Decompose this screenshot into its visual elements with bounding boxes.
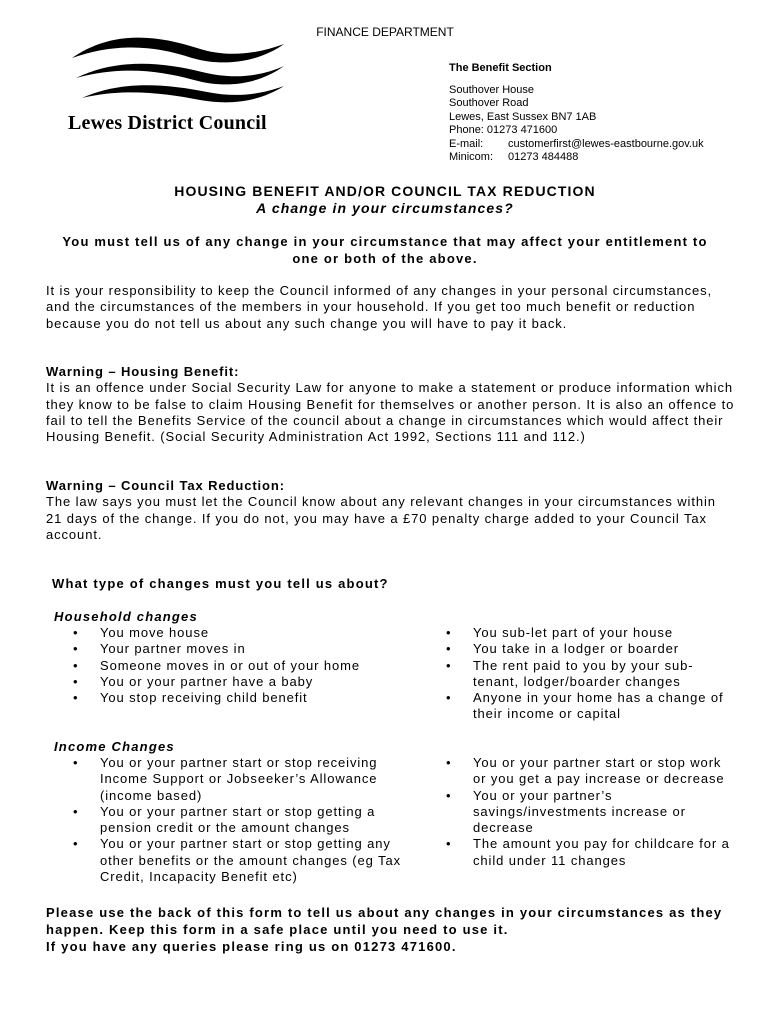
list-item: • You sub-let part of your house [446, 625, 736, 641]
list-item: • You or your partner have a baby [73, 674, 433, 690]
warning-ctr-heading: Warning – Council Tax Reduction: [46, 478, 285, 493]
minicom-number: 01273 484488 [508, 151, 579, 163]
address-line: Southover Road [449, 97, 529, 109]
section-title: The Benefit Section [449, 62, 552, 74]
list-item: • You or your partner start or stop receiving Income Support or Jobseeker’s Allowance (income based) [73, 755, 418, 804]
household-heading: Household changes [54, 609, 198, 624]
address-line: Lewes, East Sussex BN7 1AB [449, 110, 597, 123]
household-list-right [446, 625, 736, 723]
email-link[interactable]: customerfirst@lewes-eastbourne.gov.uk [508, 137, 704, 150]
footer-line-2: If you have any queries please ring us on 01273 471600. [46, 939, 457, 954]
email-line [449, 138, 704, 152]
list-item: • You or your partner’s savings/investments increase or decrease [446, 788, 736, 837]
list-item: • You move house [73, 625, 433, 641]
income-heading: Income Changes [54, 739, 175, 754]
list-item: • Someone moves in or out of your home [73, 658, 433, 674]
minicom-label: Minicom: [449, 151, 494, 163]
list-item: • You or your partner start or stop getting any other benefits or the amount changes (eg Tax Credit, Incapacity Benefit etc) [73, 836, 418, 885]
email-label: E-mail: [449, 137, 484, 150]
footer-line-1: Please use the back of this form to tell us about any changes in your circumstances as they happen. Keep this form in a safe place until you need to use it. [46, 905, 723, 937]
warning-council-tax [46, 478, 736, 543]
address-line: Southover House [449, 83, 534, 96]
council-logo-icon [62, 30, 292, 110]
council-name: Lewes District Council [68, 112, 267, 134]
footer-notice [46, 904, 746, 955]
list-item: • You or your partner start or stop getting a pension credit or the amount changes [73, 804, 418, 837]
list-item: • You take in a lodger or boarder [446, 641, 736, 657]
list-item: • Your partner moves in [73, 641, 433, 657]
minicom-line [449, 151, 704, 165]
income-list-left [73, 755, 418, 885]
must-tell-notice: You must tell us of any change in your circumstance that may affect your entitlement to one or both of the above. [62, 234, 708, 266]
list-item: • You stop receiving child benefit [73, 690, 433, 706]
list-item: • Anyone in your home has a change of their income or capital [446, 690, 736, 723]
warning-housing-benefit [46, 364, 736, 445]
intro-paragraph: It is your responsibility to keep the Council informed of any changes in your personal circumstances, and the circumstances of the members in your household. If you get too much benefit or reduction because you do not tell us about any such change you will have to pay it back. [46, 283, 713, 331]
document-subtitle: A change in your circumstances? [256, 200, 514, 216]
warning-ctr-text: The law says you must let the Council know about any relevant changes in your circumstances within 21 days of the change. If you do not, you may have a £70 penalty charge added to your Council Tax account. [46, 494, 716, 542]
address-block [449, 62, 704, 165]
list-item: • You or your partner start or stop work or you get a pay increase or decrease [446, 755, 736, 788]
household-list-left [73, 625, 433, 706]
document-title: HOUSING BENEFIT AND/OR COUNCIL TAX REDUCTION [174, 183, 596, 199]
warning-hb-text: It is an offence under Social Security Law for anyone to make a statement or produce information which they know to be false to claim Housing Benefit for themselves or another person. It is also an offence to fail to tell the Benefits Service of the council about a change in circumstances which would affect their Housing Benefit. (Social Security Administration Act 1992, Sections 111 and 112.) [46, 380, 735, 445]
list-item: • The amount you pay for childcare for a child under 11 changes [446, 836, 736, 869]
changes-heading: What type of changes must you tell us about? [52, 576, 389, 591]
phone-line: Phone: 01273 471600 [449, 124, 558, 136]
income-list-right [446, 755, 736, 869]
warning-hb-heading: Warning – Housing Benefit: [46, 364, 240, 379]
list-item: • The rent paid to you by your sub-tenant, lodger/boarder changes [446, 658, 736, 691]
department-heading: FINANCE DEPARTMENT [316, 25, 454, 39]
